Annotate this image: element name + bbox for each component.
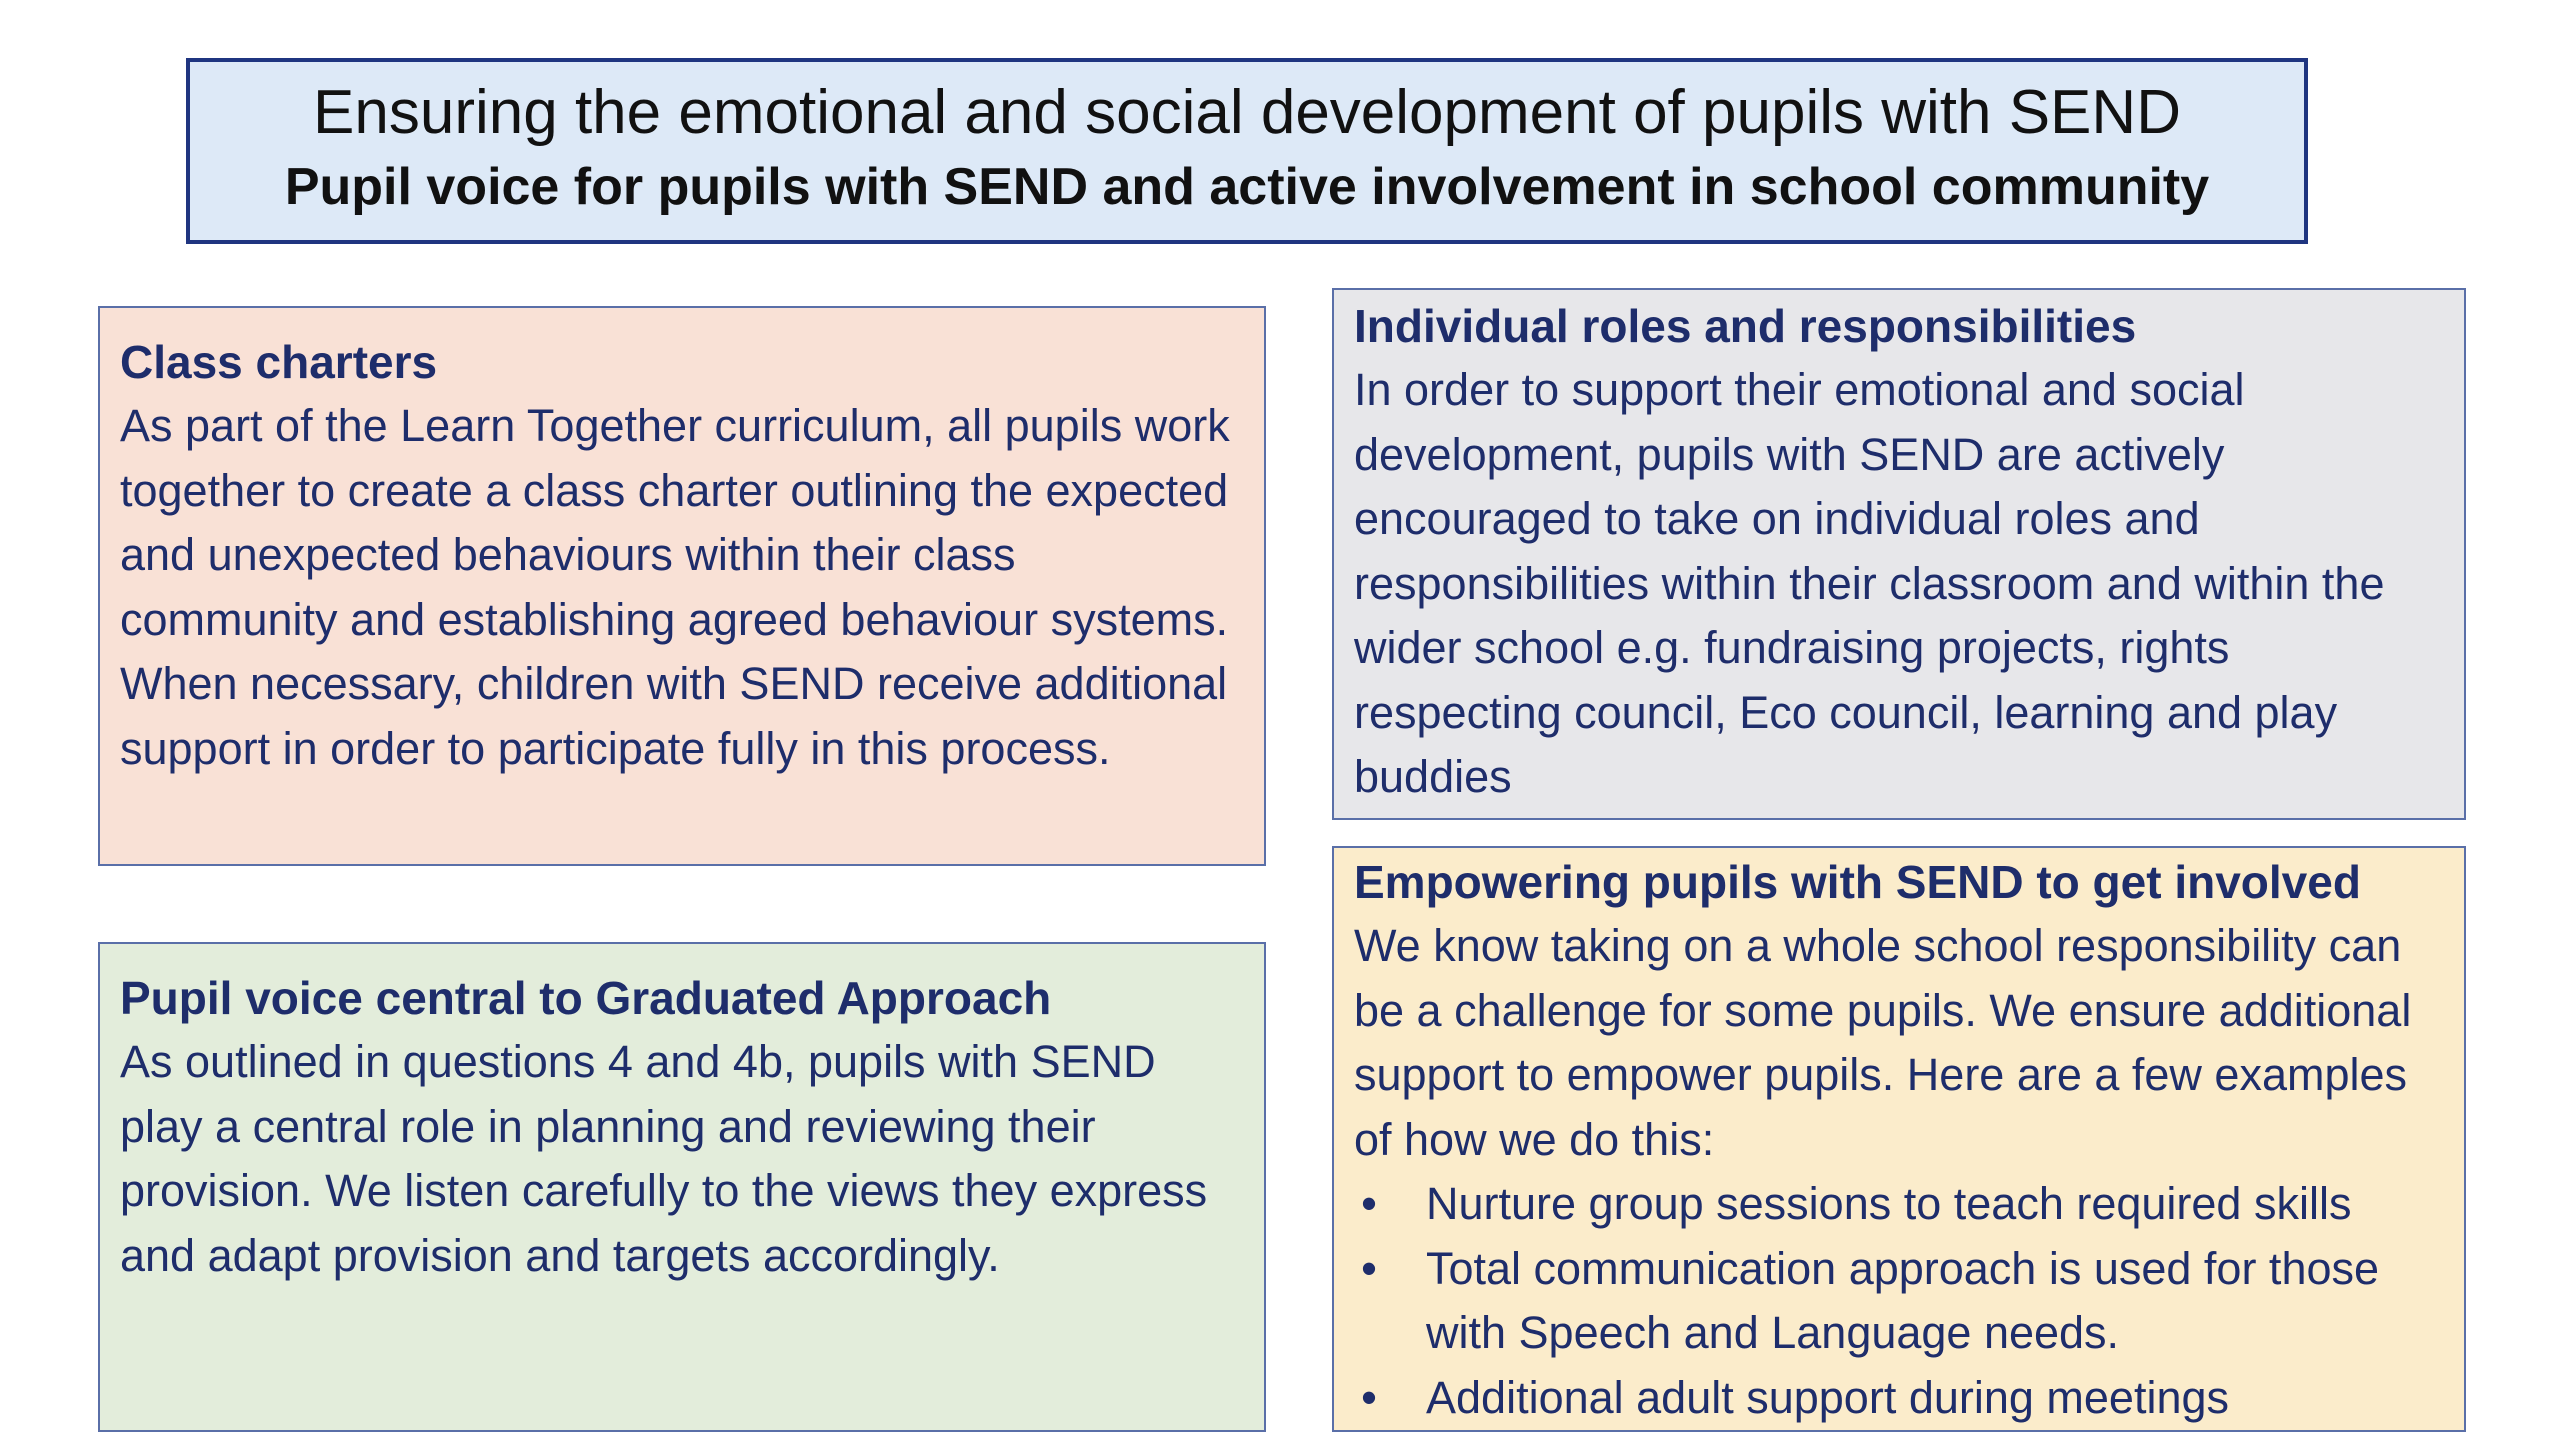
roles-heading: Individual roles and responsibilities [1354,300,2137,352]
page-title: Ensuring the emotional and social development of pupils with SEND [313,78,2181,147]
title-banner [186,58,2308,244]
pupil-voice-panel [98,942,1266,1432]
roles-body: In order to support their emotional and social development, pupils with SEND are actively encouraged to take on individual roles and responsibilities within their classroom and within the wider school e.g. fundraising projects, rights respecting council, Eco council, learning and play buddies [1354,364,2385,802]
bullet-icon: • [1361,1178,1377,1229]
bullet-icon: • [1361,1371,1377,1423]
empowering-heading: Empowering pupils with SEND to get involved [1354,856,2361,908]
pupil-voice-body: As outlined in questions 4 and 4b, pupils with SEND play a central role in planning and reviewing their provision. We listen carefully to the views they express and adapt provision and targets accordingly. [120,1036,1208,1281]
bullet-text: Nurture group sessions to teach required skills [1426,1178,2352,1229]
class-charters-body: As part of the Learn Together curriculum, all pupils work together to create a class charter outlining the expected and unexpected behaviours within their class community and establishing agreed behaviour systems. When necessary, children with SEND receive additional support in order to participate fully in this process. [120,400,1230,774]
bullet-text: Total communication approach is used for those with Speech and Language needs. [1426,1242,2380,1358]
class-charters-panel [98,306,1266,866]
roles-panel [1332,288,2466,820]
empowering-panel [1332,846,2466,1432]
pupil-voice-heading: Pupil voice central to Graduated Approach [120,972,1052,1024]
bullet-text: Additional adult support during meetings [1426,1371,2230,1423]
list-item [1354,1172,2444,1237]
bullet-icon: • [1361,1242,1377,1294]
empowering-body: We know taking on a whole school responsibility can be a challenge for some pupils. We ensure additional support to empower pupils. Here are a few examples of how we do this: [1354,920,2412,1165]
class-charters-heading: Class charters [120,336,438,388]
list-item [1354,1366,2444,1431]
page-subtitle: Pupil voice for pupils with SEND and active involvement in school community [284,158,2210,216]
empowering-bullet-list [1354,1172,2444,1430]
list-item [1354,1237,2444,1366]
